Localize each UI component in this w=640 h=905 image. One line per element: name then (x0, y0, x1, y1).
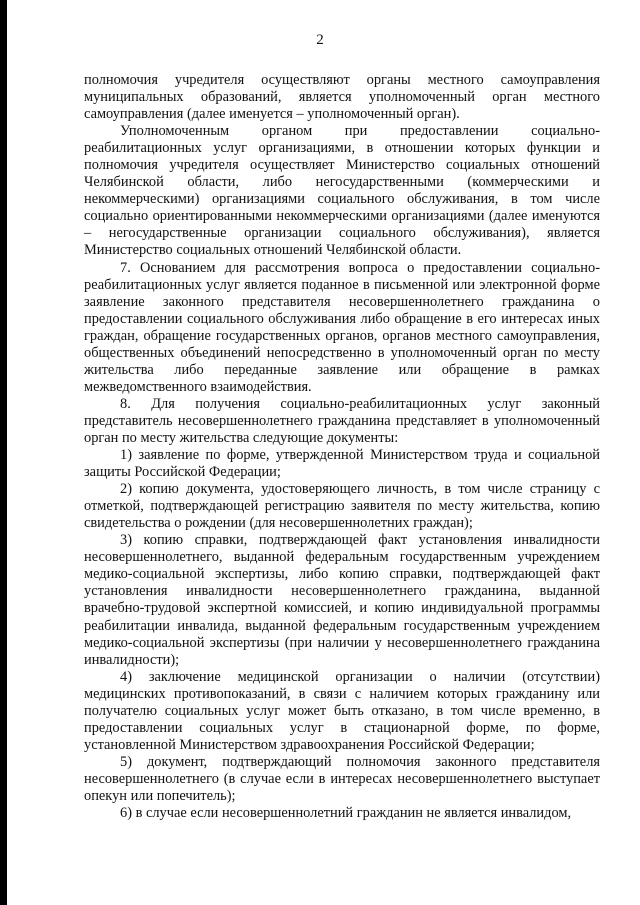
page-number: 2 (316, 32, 324, 48)
list-item-1: 1) заявление по форме, утвержденной Министерством труда и социальной защиты Российской Федерации; (84, 447, 600, 481)
scan-left-edge (0, 0, 7, 905)
document-body (84, 72, 600, 822)
paragraph-item-8: 8. Для получения социально-реабилитационных услуг законный представитель несовершеннолетнего гражданина представляет в уполномоченный орган по месту жительства следующие документы: (84, 395, 600, 446)
paragraph-authorized-body: Уполномоченным органом при предоставлении социально-реабилитационных услуг организациями, в отношении которых функции и полномочия учредителя осуществляет Министерство социальных отношений Челябинской области, либо негосударственными (коммерческими и некоммерческими) организациями социального обслуживания, в том числе социально ориентированными некоммерческими организациями (далее именуются – негосударственные организации социального обслуживания), является Министерство социальных отношений Челябинской области. (84, 123, 600, 259)
list-item-2: 2) копию документа, удостоверяющего личность, в том числе страницу с отметкой, подтверждающей регистрацию заявителя по месту жительства, копию свидетельства о рождении (для несовершеннолетних граждан); (84, 481, 600, 532)
list-item-6: 6) в случае если несовершеннолетний гражданин не является инвалидом, (120, 805, 572, 822)
list-item-5: 5) документ, подтверждающий полномочия законного представителя несовершеннолетнего (в случае если в интересах несовершеннолетнего выступает опекун или попечитель); (84, 753, 600, 804)
paragraph-continuation: полномочия учредителя осуществляют органы местного самоуправления муниципальных образований, является уполномоченный орган местного самоуправления (далее именуется – уполномоченный орган). (84, 72, 600, 123)
paragraph-item-7: 7. Основанием для рассмотрения вопроса о предоставлении социально-реабилитационных услуг является поданное в письменной или электронной форме заявление законного представителя несовершеннолетнего гражданина о предоставлении социального обслуживания либо обращение в его интересах иных граждан, обращение государственных органов, органов местного самоуправления, общественных объединений непосредственно в уполномоченный орган по месту жительства либо переданные заявление или обращение в рамках межведомственного взаимодействия. (84, 259, 600, 395)
list-item-3: 3) копию справки, подтверждающей факт установления инвалидности несовершеннолетнего, выданной федеральным государственным учреждением медико-социальной экспертизы, либо копию справки, подтверждающей факт установления инвалидности несовершеннолетнего гражданина, выданной врачебно-трудовой экспертной комиссией, и копию индивидуальной программы реабилитации инвалида, выданной федеральным государственным учреждением медико-социальной экспертизы (при наличии у несовершеннолетнего гражданина инвалидности); (84, 532, 600, 668)
list-item-4: 4) заключение медицинской организации о наличии (отсутствии) медицинских противопоказаний, в связи с наличием которых гражданину или получателю социальных услуг может быть отказано, в том числе временно, в предоставлении социальных услуг в стационарной форме, по форме, установленной Министерством здравоохранения Российской Федерации; (84, 668, 600, 753)
